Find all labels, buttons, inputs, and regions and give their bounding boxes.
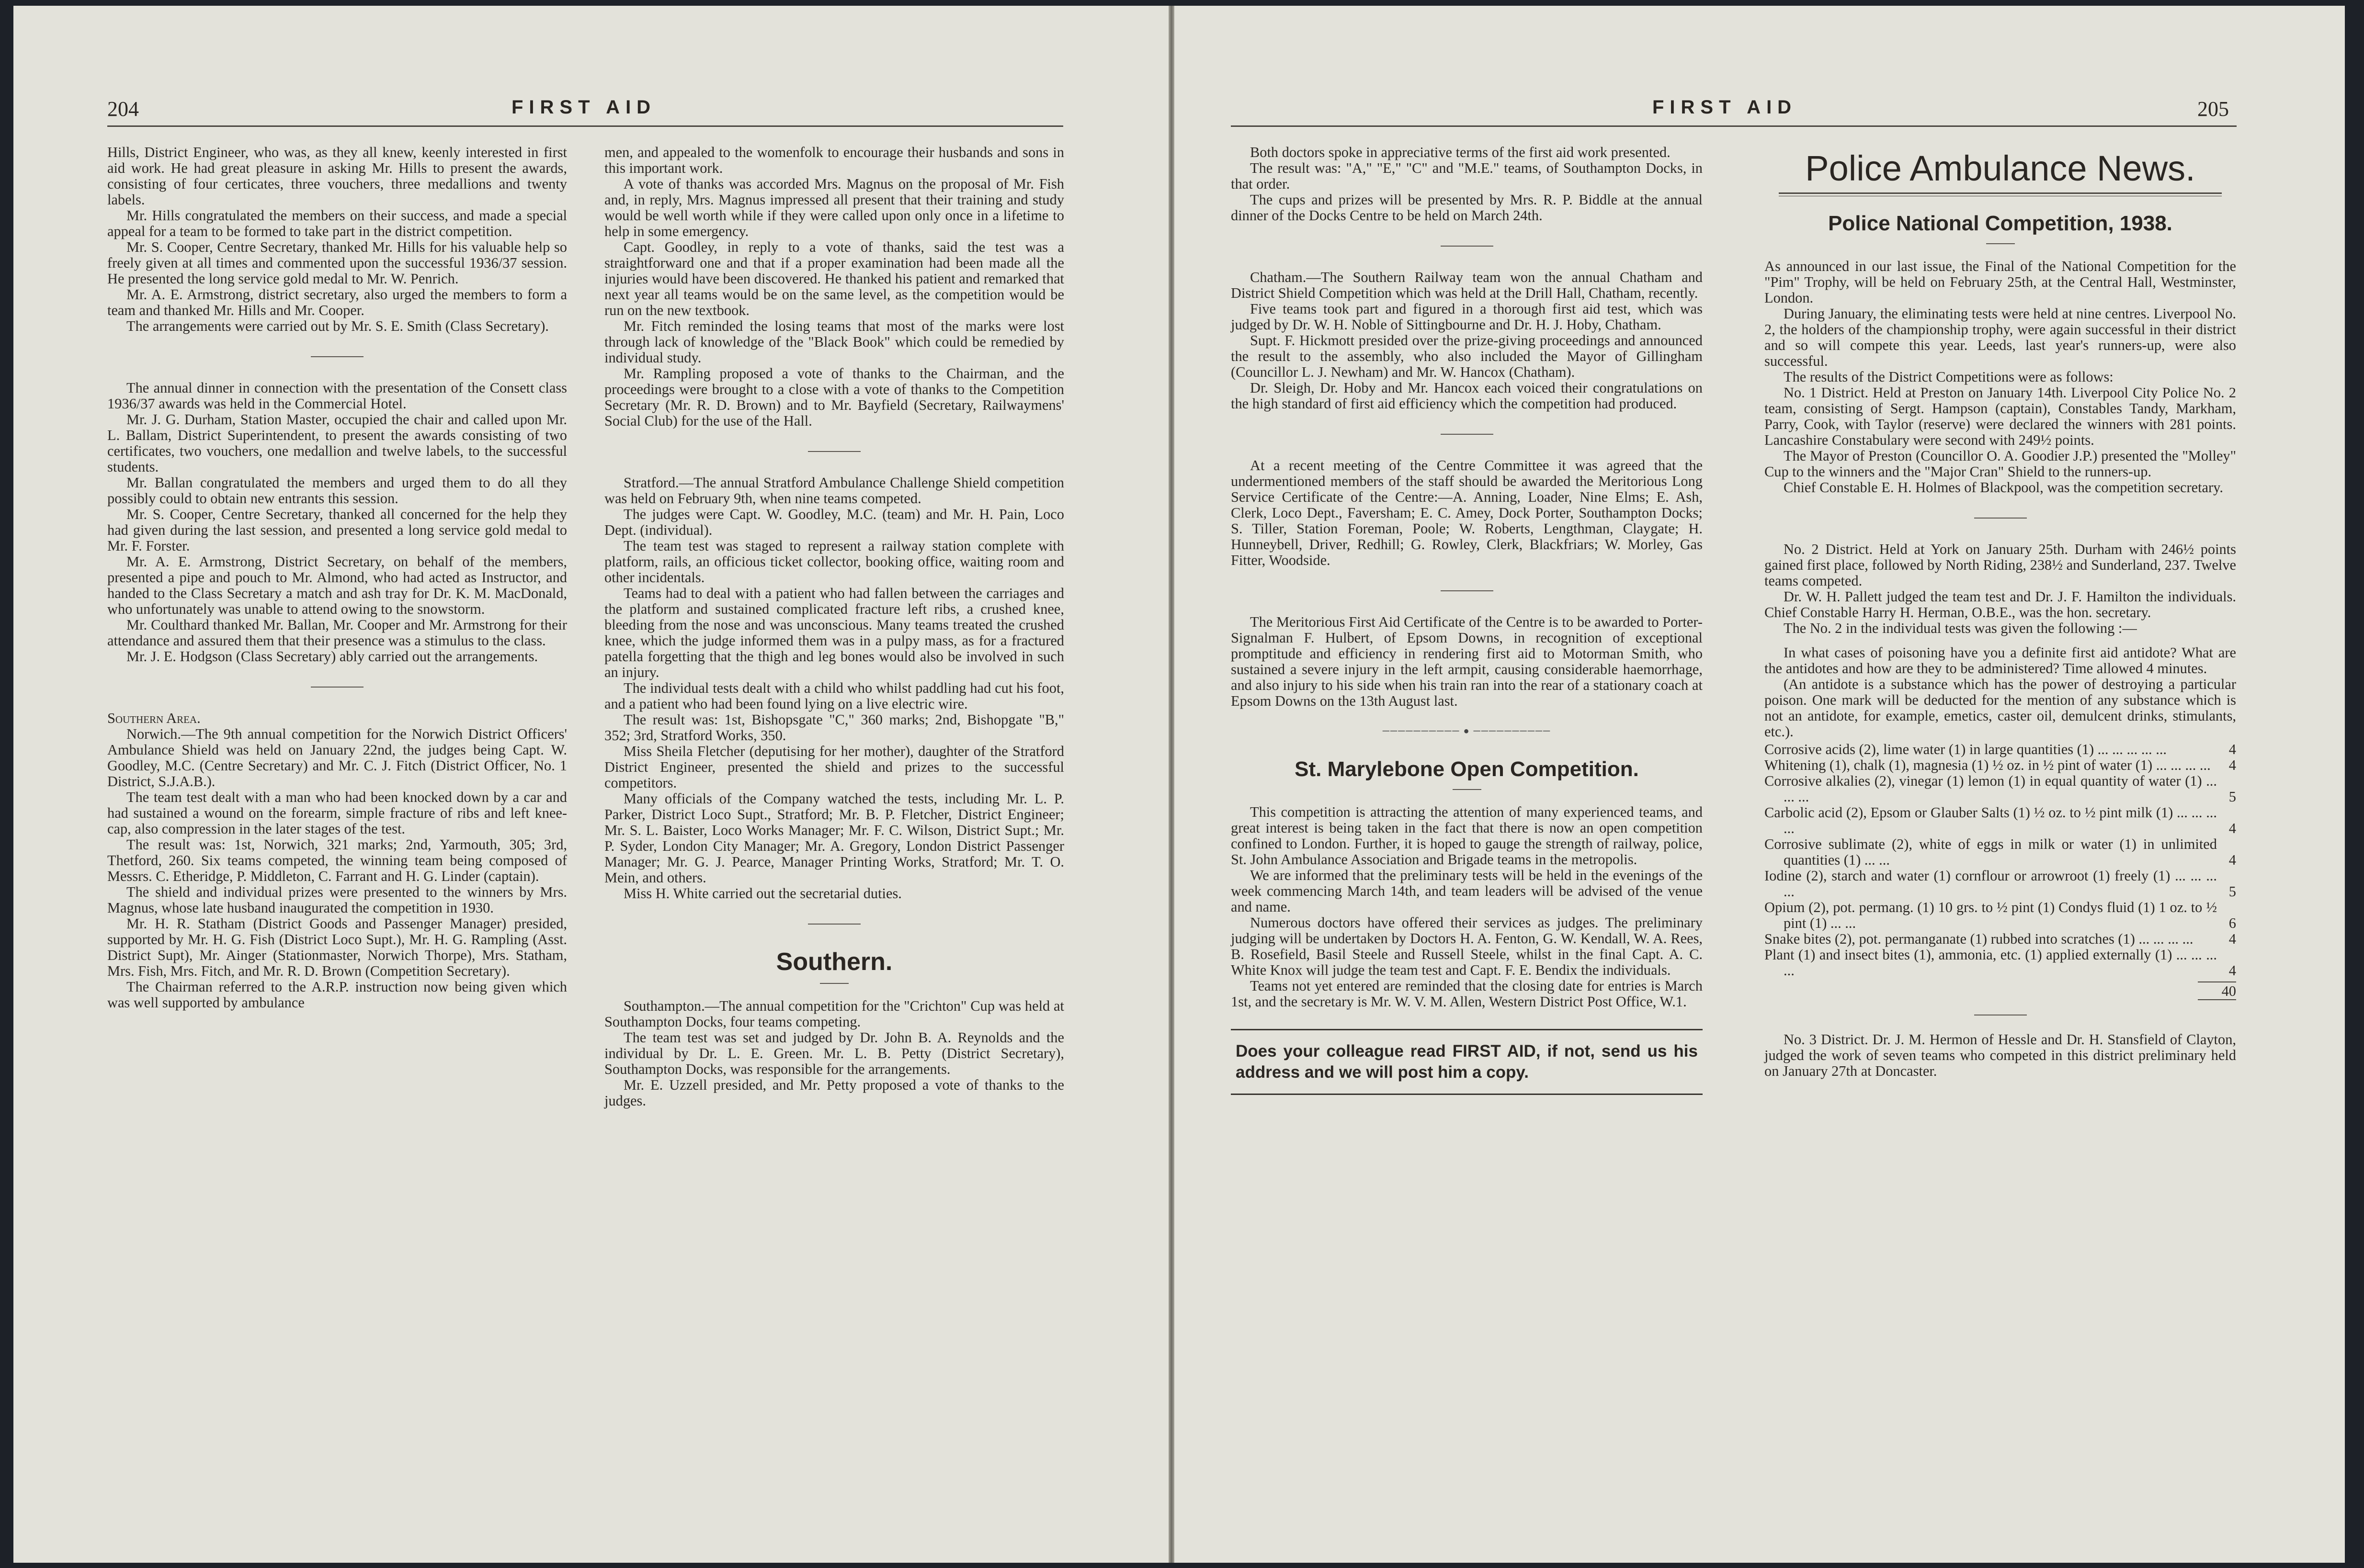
paragraph: The team test was staged to represent a railway station complete with platform, rails, an officious ticket collector, booking office, waiting room and other incidentals. [604,538,1064,586]
page-number: 205 [2197,97,2229,121]
paragraph: The Mayor of Preston (Councillor O. A. Goodier J.P.) presented the "Molley" Cup to the winners and the "Major Cran" Shield to the runners-up. [1764,448,2236,480]
list-item [1764,868,2236,900]
paragraph: Mr. H. R. Statham (District Goods and Passenger Manager) presided, supported by Mr. H. G. Fish (District Loco Supt.), Mr. H. G. Rampling (Asst. District Supt), Mr. Ainger (Stationmaster, Norwich Thorpe), Mrs. Statham, Mrs. Fish, Mrs. Fitch, and Mr. R. D. Brown (Competition Secretary). [107,915,567,979]
masthead-rule [1779,192,2222,196]
paragraph: No. 2 District. Held at York on January 25th. Durham with 246½ points gained first place, followed by North Riding, 238½ and Sunderland, 237. Twelve teams competed. [1764,541,2236,589]
antidote-text: Plant (1) and insect bites (1), ammonia, etc. (1) applied externally (1) ... ... ... ... [1764,947,2217,979]
paragraph: The judges were Capt. W. Goodley, M.C. (team) and Mr. H. Pain, Loco Dept. (individual). [604,506,1064,538]
antidote-text: Corrosive alkalies (2), vinegar (1) lemon (1) in equal quantity of water (1) ... ... ... [1764,773,2217,805]
paragraph: Miss Sheila Fletcher (deputising for her mother), daughter of the Stratford District Engineer, presented the shield and prizes to the successful competitors. [604,743,1064,791]
list-item [1764,836,2236,868]
paragraph: Numerous doctors have offered their services as judges. The preliminary judging will be undertaken by Doctors H. A. Fenton, G. W. Kendall, W. A. Rees, B. Rosefield, Basil Steele and Russell Steele, whilst in the final Capt. A. C. White Knox will judge the team test and Capt. F. E. Bendix the individuals. [1231,914,1703,978]
paragraph: The shield and individual prizes were presented to the winners by Mrs. Magnus, whose late husband inaugurated the competition in 1930. [107,884,567,916]
divider [808,924,861,925]
paragraph: (An antidote is a substance which has the power of destroying a particular poison. One mark will be deducted for the mention of any substance which is not an antidote, for example, emetics, caster oil, demulcent drinks, stimulants, etc.). [1764,676,2236,740]
paragraph: During January, the eliminating tests were held at nine centres. Liverpool No. 2, the holders of the championship trophy, were again successful in their district and so will compete this year. Leeds, last year's runners-up, were also successful. [1764,305,2236,369]
running-title: FIRST AID [1652,97,1797,118]
paragraph: Dr. Sleigh, Dr. Hoby and Mr. Hancox each voiced their congratulations on the high standard of first aid efficiency which the competition had produced. [1231,380,1703,412]
paragraph: Chatham.—The Southern Railway team won the annual Chatham and District Shield Competition which was held at the Drill Hall, Chatham, recently. [1231,269,1703,301]
paragraph: Dr. W. H. Pallett judged the team test and Dr. J. F. Hamilton the individuals. Chief Constable Harry H. Herman, O.B.E., was the hon. secretary. [1764,588,2236,620]
list-item [1764,773,2236,805]
page-number: 204 [107,97,139,121]
paragraph: The annual dinner in connection with the presentation of the Consett class 1936/37 awards was held in the Commercial Hotel. [107,380,567,412]
antidote-marks: 5 [2228,789,2236,805]
antidote-marks: 5 [2228,883,2236,900]
ornament-divider: ────────── ● ────────── [1382,726,1551,736]
marks-total-row [1764,979,2236,1000]
list-item [1764,947,2236,979]
paragraph: This competition is attracting the attention of many experienced teams, and great interest is being taken in the fact that there is now an open competition confined to London. Further, it is hoped to gauge the strength of railway, police, St. John Ambulance Association and Brigade teams in the metropolis. [1231,804,1703,868]
paragraph: Both doctors spoke in appreciative terms of the first aid work presented. [1250,144,1671,160]
divider [1986,243,2015,244]
list-item [1764,757,2236,773]
paragraph: The cups and prizes will be presented by Mrs. R. P. Biddle at the annual dinner of the Docks Centre to be held on March 24th. [1231,192,1703,224]
paragraph: We are informed that the preliminary tests will be held in the evenings of the week commencing March 14th, and team leaders will be advised of the venue and name. [1231,867,1703,915]
antidote-marks: 6 [2228,915,2236,931]
antidote-marks: 4 [2228,757,2236,773]
paragraph: The result was: 1st, Norwich, 321 marks; 2nd, Yarmouth, 305; 3rd, Thetford, 260. Six teams competed, the winning team being composed of Messrs. C. Etheridge, P. Middleton, C. Farrant and H. G. Linder (captain). [107,836,567,884]
section-label: Southern Area. [107,710,201,726]
paragraph: Miss H. White carried out the secretarial duties. [624,885,902,902]
paragraph: Stratford.—The annual Stratford Ambulance Challenge Shield competition was held on February 9th, when nine teams competed. [604,474,1064,507]
antidote-marks: 4 [2228,852,2236,868]
left-page [13,6,1169,1563]
book-gutter [1169,6,1174,1563]
paragraph: The team test dealt with a man who had been knocked down by a car and had sustained a wound on the forearm, simple fracture of ribs and left knee-cap, also compression in the later stages of the test. [107,789,567,837]
paragraph: Hills, District Engineer, who was, as they all knew, keenly interested in first aid work. He had great pleasure in asking Mr. Hills to present the awards, consisting of four certicates, three vouchers, three medallions and twenty labels. [107,144,567,208]
right-page [1174,6,2345,1563]
divider [820,983,849,984]
divider [311,687,364,688]
divider [1441,590,1493,591]
paragraph: No. 1 District. Held at Preston on January 14th. Liverpool City Police No. 2 team, consisting of Sergt. Hampson (captain), Constables Tandy, Markham, Parry, Cook, with Taylor (reserve) were declared the winners with 281 points. Lancashire Constabulary were second with 249½ points. [1764,384,2236,448]
antidote-text: Iodine (2), starch and water (1) cornflour or arrowroot (1) freely (1) ... ... ... ... [1764,868,2217,900]
paragraph: The No. 2 in the individual tests was given the following :— [1784,620,2137,636]
antidote-text: Snake bites (2), pot. permanganate (1) rubbed into scratches (1) ... ... ... ... [1764,931,2194,947]
paragraph: No. 3 District. Dr. J. M. Hermon of Hessle and Dr. H. Stansfield of Clayton, judged the work of seven teams who competed in this district preliminary held on January 27th at Doncaster. [1764,1031,2236,1079]
antidote-text: Corrosive sublimate (2), white of eggs in milk or water (1) in unlimited quantities (1) ... ... [1764,836,2217,868]
paragraph: Mr. E. Uzzell presided, and Mr. Petty proposed a vote of thanks to the judges. [604,1077,1064,1109]
divider [1441,434,1493,435]
marks-total: 40 [2198,981,2236,1000]
antidote-text: Corrosive acids (2), lime water (1) in large quantities (1) ... ... ... ... ... [1764,741,2167,757]
right-column-1 [1231,145,1703,1095]
paragraph: The individual tests dealt with a child who whilst paddling had cut his foot, and a patient who had been found lying on a live electric wire. [604,680,1064,712]
list-item [1764,931,2236,947]
antidote-marks: 4 [2228,741,2236,757]
paragraph: Southampton.—The annual competition for the "Crichton" Cup was held at Southampton Docks, four teams competing. [604,998,1064,1030]
paragraph: The Meritorious First Aid Certificate of the Centre is to be awarded to Porter-Signalman F. Hulbert, of Epsom Downs, in recognition of exceptional promptitude and efficiency in rendering first aid to Motorman Smith, who sustained a severe injury in the left armpit, causing considerable haemorrhage, and also injury to his side when his train ran into the rear of a stationary coach at Epsom Downs on the 13th August last. [1231,614,1703,709]
list-item [1764,805,2236,836]
paragraph: Mr. Ballan congratulated the members and urged them to do all they possibly could to obtain new entrants this session. [107,474,567,507]
list-item [1764,742,2236,757]
paragraph: At a recent meeting of the Centre Committee it was agreed that the undermentioned members of the staff should be awarded the Meritorious Long Service Certificate of the Centre:—A. Anning, Loader, Nine Elms; E. Ash, Clerk, Loco Dept., Faversham; E. C. Amey, Dock Porter, Southampton Docks; S. Tiller, Station Foreman, Poole; W. Roberts, Lengthman, Claygate; H. Hunneybell, Driver, Redhill; G. Rowley, Clerk, Blackfriars; W. Morley, Gas Fitter, Woodside. [1231,457,1703,568]
divider [1441,246,1493,247]
paragraph: Supt. F. Hickmott presided over the prize-giving proceedings and announced the result to the assembly, who also included the Mayor of Gillingham (Councillor L. J. Newham) and Mr. W. Hancox (Chatham). [1231,332,1703,380]
paragraph: The result was: 1st, Bishopsgate "C," 360 marks; 2nd, Bishopgate "B," 352; 3rd, Stratford Works, 350. [604,711,1064,744]
masthead: Police Ambulance News. [1805,148,2195,188]
paragraph: Mr. J. E. Hodgson (Class Secretary) ably carried out the arrangements. [126,648,538,665]
header-rule [1231,125,2237,127]
antidote-marks: 4 [2228,820,2236,836]
paragraph: Five teams took part and figured in a thorough first aid test, which was judged by Dr. W. H. Noble of Sittingbourne and Dr. H. J. Hoby, Chatham. [1231,301,1703,333]
left-column-1 [107,145,567,1011]
header-rule [107,125,1063,127]
antidote-marks: 4 [2228,931,2236,947]
paragraph: Many officials of the Company watched the tests, including Mr. L. P. Parker, District Loco Supt., Stratford; Mr. B. P. Fletcher, District Engineer; Mr. S. L. Baister, Loco Works Manager; Mr. F. C. Wilson, District Supt.; Mr. P. Syder, London City Manager; Mr. A. Gregory, London District Passenger Manager; Mr. G. J. Pearce, Manager Printing Works, Stratford; Mr. T. O. Mein, and others. [604,790,1064,886]
paragraph: The team test was set and judged by Dr. John B. A. Reynolds and the individual by Dr. L. E. Green. Mr. L. B. Petty (District Secretary), Southampton Docks, was responsible for the arrangements. [604,1029,1064,1077]
paragraph: men, and appealed to the womenfolk to encourage their husbands and sons in this important work. [604,144,1064,176]
paragraph: Mr. Hills congratulated the members on their success, and made a special appeal for a team to be formed to take part in the district competition. [107,207,567,239]
paragraph: Chief Constable E. H. Holmes of Blackpool, was the competition secretary. [1784,479,2223,496]
divider [808,451,861,452]
subscription-notice: Does your colleague read FIRST AID, if not, send us his address and we will post him a copy. [1231,1029,1703,1095]
antidote-text: Carbolic acid (2), Epsom or Glauber Salts (1) ½ oz. to ½ pint milk (1) ... ... ... ... [1764,804,2217,836]
paragraph: The Chairman referred to the A.R.P. instruction now being given which was well supported by ambulance [107,979,567,1011]
paragraph: Teams not yet entered are reminded that the closing date for entries is March 1st, and the secretary is Mr. W. V. M. Allen, Western District Post Office, W.1. [1231,978,1703,1010]
paragraph: Mr. A. E. Armstrong, district secretary, also urged the members to form a team and thanked Mr. Hills and Mr. Cooper. [107,286,567,318]
paragraph: Mr. Fitch reminded the losing teams that most of the marks were lost through lack of knowledge of the "Black Book" which could be remedied by individual study. [604,318,1064,366]
left-column-2 [604,145,1064,1109]
section-heading-southern: Southern. [776,948,893,976]
paragraph: Mr. S. Cooper, Centre Secretary, thanked all concerned for the help they had given during the last session, and presented a long service gold medal to Mr. F. Forster. [107,506,567,554]
paragraph: In what cases of poisoning have you a definite first aid antidote? What are the antidotes and how are they to be administered? Time allowed 4 minutes. [1764,644,2236,677]
paragraph: The results of the District Competitions were as follows: [1784,369,2114,385]
divider [1974,518,2027,519]
paragraph: The result was: "A," "E," "C" and "M.E." teams, of Southampton Docks, in that order. [1231,160,1703,192]
paragraph: Norwich.—The 9th annual competition for the Norwich District Officers' Ambulance Shield was held on January 22nd, the judges being Capt. W. Goodley, M.C. (Centre Secretary) and Mr. C. J. Fitch (District Officer, No. 1 District, S.J.A.B.). [107,726,567,790]
paragraph: Teams had to deal with a patient who had fallen between the carriages and the platform and sustained complicated fracture left ribs, a crushed knee, bleeding from the nose and was unconscious. Many teams treated the crushed knee, which the judge informed them was in a pulpy mass, as for a fractured patella forgetting that the thigh and leg bones would also be involved in such an injury. [604,585,1064,680]
paragraph: Mr. S. Cooper, Centre Secretary, thanked Mr. Hills for his valuable help so freely given at all times and commented upon the successful 1936/37 session. He presented the long service gold medal to Mr. W. Penrich. [107,239,567,287]
antidote-marks: 4 [2228,962,2236,979]
paragraph: A vote of thanks was accorded Mrs. Magnus on the proposal of Mr. Fish and, in reply, Mrs. Magnus impressed all present that their training and study would be well worth while if they were called upon only once in a lifetime to help in some emergency. [604,176,1064,239]
running-title: FIRST AID [511,97,657,118]
section-heading-marylebone: St. Marylebone Open Competition. [1295,757,1639,781]
list-item [1764,900,2236,931]
paragraph: Capt. Goodley, in reply to a vote of thanks, said the test was a straightforward one and that if a proper examination had been made all the injuries would have been discovered. He thanked his patient and remarked that next year all teams would be on the same level, as the competition would be run on the new textbook. [604,239,1064,318]
antidote-marks-list [1764,742,2236,1000]
paragraph: The arrangements were carried out by Mr. S. E. Smith (Class Secretary). [126,318,549,334]
divider [311,356,364,357]
paragraph: Mr. Coulthard thanked Mr. Ballan, Mr. Cooper and Mr. Armstrong for their attendance and assured them that their presence was a stimulus to the class. [107,617,567,649]
paragraph: Mr. J. G. Durham, Station Master, occupied the chair and called upon Mr. L. Ballam, District Superintendent, to present the awards consisting of two certificates, two vouchers, one medallion and twelve labels, to the successful students. [107,411,567,475]
paragraph: Mr. A. E. Armstrong, District Secretary, on behalf of the members, presented a pipe and pouch to Mr. Almond, who had acted as Instructor, and handed to the Class Secretary a match and ash tray for Dr. K. M. MacDonald, who unfortunately was unable to attend owing to the snowstorm. [107,553,567,617]
antidote-text: Whitening (1), chalk (1), magnesia (1) ½ oz. in ½ pint of water (1) ... ... ... ... [1764,757,2211,773]
antidote-text: Opium (2), pot. permang. (1) 10 grs. to ½ pint (1) Condys fluid (1) 1 oz. to ½ pint (1) ... ... [1764,899,2217,931]
divider [1453,789,1481,790]
section-heading-police-national: Police National Competition, 1938. [1828,212,2172,235]
right-column-2 [1764,145,2236,1079]
paragraph: As announced in our last issue, the Final of the National Competition for the "Pim" Trophy, will be held on February 25th, at the Central Hall, Westminster, London. [1764,258,2236,306]
paragraph: Mr. Rampling proposed a vote of thanks to the Chairman, and the proceedings were brought to a close with a vote of thanks to the Competition Secretary (Mr. R. D. Brown) and to Mr. Bayfield (Secretary, Railwaymens' Social Club) for the use of the Hall. [604,365,1064,429]
